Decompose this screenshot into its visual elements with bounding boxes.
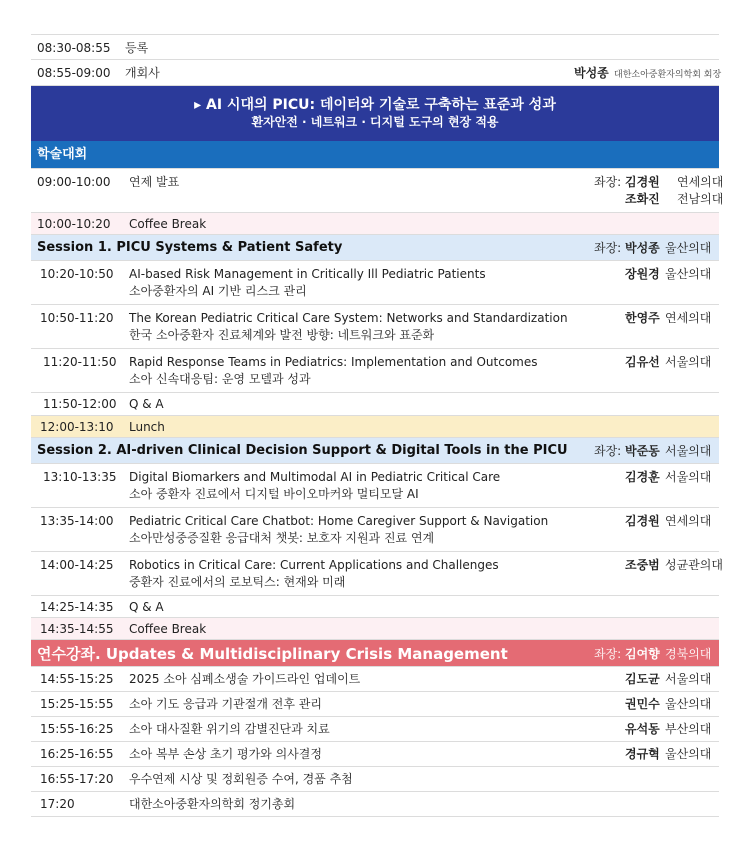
speaker-affiliation: 울산의대: [665, 747, 712, 761]
speaker-name: 박성종: [574, 66, 609, 80]
speaker-name: 김경원: [625, 514, 660, 528]
chair-affiliation: 경북의대: [665, 647, 712, 661]
chair-affiliation: 연세의대: [677, 175, 724, 189]
talk-title-ko: 소아 신속대응팀: 운영 모델과 성과: [129, 372, 311, 386]
label: 연제 발표: [129, 175, 180, 189]
talk-row: [31, 742, 719, 767]
chair-prefix: 좌장:: [594, 647, 622, 661]
time: 17:20: [40, 797, 75, 811]
chair-name: 김경원: [625, 175, 660, 189]
speaker-name: 김도균: [625, 672, 660, 686]
chair-prefix: 좌장:: [594, 444, 622, 458]
time: 10:20-10:50: [40, 267, 114, 281]
lunch-row: [31, 416, 719, 438]
chair-affiliation: 서울의대: [665, 444, 712, 458]
chair-prefix: 좌장:: [594, 175, 622, 189]
chair-affiliation: 울산의대: [665, 241, 712, 255]
time: 14:00-14:25: [40, 558, 114, 572]
section-header-main: [31, 141, 719, 169]
label: Coffee Break: [129, 217, 207, 231]
registration-row: [31, 34, 719, 60]
label: Lunch: [129, 420, 165, 434]
time: 10:50-11:20: [40, 311, 114, 325]
time: 08:30-08:55: [37, 41, 111, 55]
speaker-name: 장원경: [625, 267, 660, 281]
talk-row: [31, 349, 719, 393]
label: Q & A: [129, 397, 164, 411]
talk-row: [31, 667, 719, 692]
talk-title-en: Rapid Response Teams in Pediatrics: Implementation and Outcomes: [129, 355, 538, 369]
time: 14:55-15:25: [40, 672, 114, 686]
talk-title-en: Robotics in Critical Care: Current Applications and Challenges: [129, 558, 499, 572]
session3-header: [31, 640, 719, 667]
time: 11:50-12:00: [43, 397, 117, 411]
session2-header: [31, 438, 719, 464]
talk-title-ko: 한국 소아중환자 진료체계와 발전 방향: 네트워크와 표준화: [129, 328, 435, 342]
label: 소아 복부 손상 초기 평가와 의사결정: [129, 747, 322, 761]
time: 16:55-17:20: [40, 772, 114, 786]
time: 14:35-14:55: [40, 622, 114, 636]
lecture-row: [31, 169, 724, 213]
label: 우수연제 시상 및 정회원증 수여, 경품 추첨: [129, 772, 353, 786]
speaker-affiliation: 성균관의대: [665, 558, 723, 572]
time: 09:00-10:00: [37, 175, 111, 189]
speaker-affiliation: 서울의대: [665, 355, 712, 369]
talk-row: [31, 508, 719, 552]
label: 개회사: [125, 66, 160, 80]
speaker-affiliation: 서울의대: [665, 672, 712, 686]
talk-row: [31, 552, 723, 596]
general-meeting-row: [31, 792, 719, 817]
speaker-affiliation: 대한소아중환자의학회 회장: [614, 70, 722, 80]
coffee-break-row: [31, 618, 719, 640]
chair-name: 조화진: [625, 192, 660, 206]
speaker-name: 김유선: [625, 355, 660, 369]
time: 16:25-16:55: [40, 747, 114, 761]
label: 등록: [125, 41, 149, 55]
qa-row: [31, 596, 719, 618]
speaker-name: 김경훈: [625, 470, 660, 484]
chair-name: 박성종: [625, 241, 660, 255]
talk-title-en: Pediatric Critical Care Chatbot: Home Caregiver Support & Navigation: [129, 514, 549, 528]
awards-row: [31, 767, 719, 792]
talk-row: [31, 464, 719, 508]
speaker-affiliation: 연세의대: [665, 311, 712, 325]
time: 15:55-16:25: [40, 722, 114, 736]
time: 13:35-14:00: [40, 514, 114, 528]
label: 2025 소아 심폐소생술 가이드라인 업데이트: [129, 672, 361, 686]
time: 13:10-13:35: [43, 470, 117, 484]
label: Q & A: [129, 600, 164, 614]
talk-title-ko: 소아만성중증질환 응급대처 챗봇: 보호자 지원과 진료 연계: [129, 531, 435, 545]
time: 10:00-10:20: [37, 217, 111, 231]
program-schedule: [31, 34, 724, 817]
talk-row: [31, 261, 719, 305]
section-title: 학술대회: [37, 147, 88, 162]
time: 11:20-11:50: [43, 355, 117, 369]
time: 15:25-15:55: [40, 697, 114, 711]
speaker-affiliation: 부산의대: [665, 722, 712, 736]
chair-name: 박준동: [625, 444, 660, 458]
talk-title-ko: 소아중환자의 AI 기반 리스크 관리: [129, 284, 307, 298]
talk-row: [31, 717, 719, 742]
banner-subtitle: 환자안전 · 네트워크 · 디지털 도구의 현장 적용: [251, 115, 499, 129]
time: 12:00-13:10: [40, 420, 114, 434]
label: 대한소아중환자의학회 정기총회: [129, 797, 296, 811]
chair-prefix: 좌장:: [594, 241, 622, 255]
talk-title-en: Digital Biomarkers and Multimodal AI in Pediatric Critical Care: [129, 470, 501, 484]
time: 14:25-14:35: [40, 600, 114, 614]
banner-title: ▸ AI 시대의 PICU: 데이터와 기술로 구축하는 표준과 성과: [194, 97, 556, 113]
session-title: Session 2. AI-driven Clinical Decision Support & Digital Tools in the PICU: [37, 443, 568, 458]
label: Coffee Break: [129, 622, 207, 636]
time: 08:55-09:00: [37, 66, 111, 80]
chair-affiliation: 전남의대: [677, 192, 724, 206]
label: 소아 대사질환 위기의 감별진단과 치료: [129, 722, 330, 736]
talk-title-ko: 중환자 진료에서의 로보틱스: 현재와 미래: [129, 575, 346, 589]
speaker-affiliation: 울산의대: [665, 697, 712, 711]
qa-row: [31, 393, 719, 416]
speaker-name: 유석동: [625, 722, 660, 736]
speaker-name: 조중범: [625, 558, 660, 572]
talk-title-ko: 소아 중환자 진료에서 디지털 바이오마커와 멀티모달 AI: [129, 487, 419, 501]
chair-name: 김여향: [625, 647, 660, 661]
session-title: Session 1. PICU Systems & Patient Safety: [37, 240, 343, 255]
session-title: 연수강좌. Updates & Multidisciplinary Crisis Management: [37, 645, 508, 663]
speaker-affiliation: 연세의대: [665, 514, 712, 528]
opening-row: [31, 60, 722, 86]
theme-banner: [31, 86, 719, 141]
coffee-break-row: [31, 213, 719, 235]
talk-title-en: The Korean Pediatric Critical Care System: Networks and Standardization: [129, 311, 568, 325]
talk-title-en: AI-based Risk Management in Critically Ill Pediatric Patients: [129, 267, 486, 281]
speaker-affiliation: 서울의대: [665, 470, 712, 484]
talk-row: [31, 692, 719, 717]
label: 소아 기도 응급과 기관절개 전후 관리: [129, 697, 322, 711]
speaker-affiliation: 울산의대: [665, 267, 712, 281]
session1-header: [31, 235, 719, 261]
talk-row: [31, 305, 719, 349]
speaker-name: 경규혁: [625, 747, 660, 761]
speaker-name: 권민수: [625, 697, 660, 711]
speaker-name: 한영주: [625, 311, 660, 325]
